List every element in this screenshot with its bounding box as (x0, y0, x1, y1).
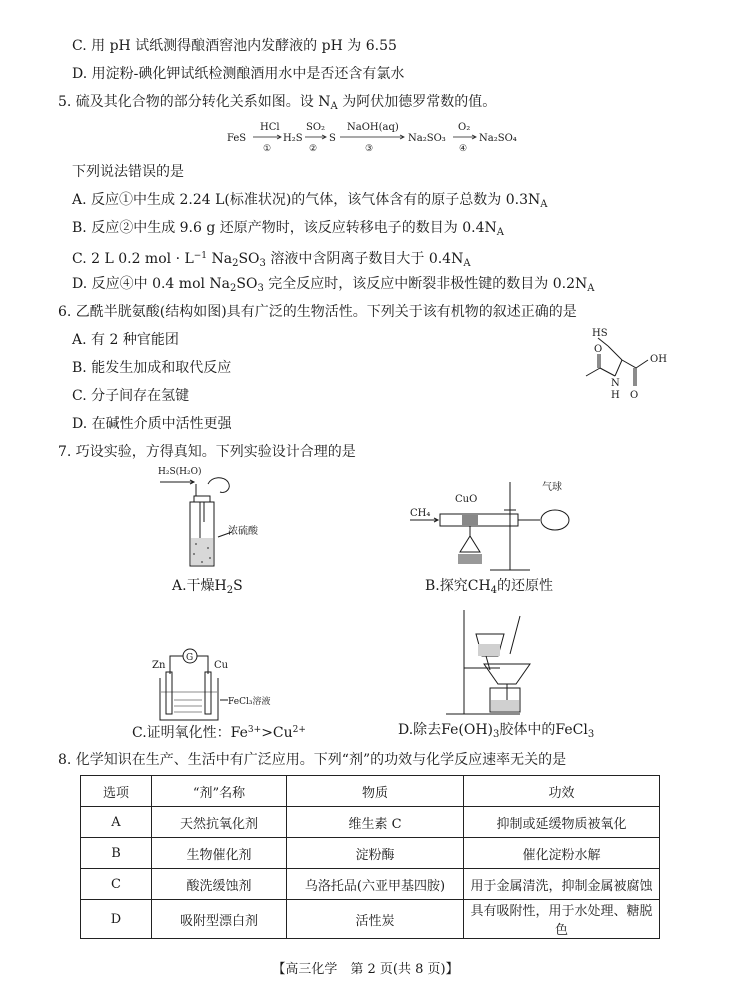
svg-text:H: H (611, 390, 620, 401)
table-row (81, 838, 660, 869)
svg-text:G: G (186, 653, 194, 663)
scheme-so2: SO₂ (306, 122, 326, 133)
svg-text:Zn: Zn (152, 660, 166, 671)
q5-stem: 5. 硫及其化合物的部分转化关系如图。设 $N_A$ 为阿伏加德罗常数的值。 (58, 94, 497, 112)
svg-text:O: O (630, 390, 639, 401)
svg-text:H₂S(H₂O): H₂S(H₂O) (158, 467, 202, 477)
svg-text:FeCl₃溶液: FeCl₃溶液 (228, 697, 271, 707)
table-cell: 用于金属清洗，抑制金属被腐蚀 (464, 869, 660, 900)
svg-text:CH₄: CH₄ (410, 508, 431, 519)
q5-ask: 下列说法错误的是 (72, 164, 184, 180)
q7-stem: 7. 巧设实验，方得真知。下列实验设计合理的是 (58, 444, 356, 460)
table-cell: 抑制或延缓物质被氧化 (464, 807, 660, 838)
q5-option-d: D. 反应④中 0.4 mol $Na_2SO_3$ 完全反应时，该反应中断裂非极性键的数目为 $0.2N_A$ (72, 276, 595, 294)
table-cell: 催化淀粉水解 (464, 838, 660, 869)
svg-text:浓硫酸: 浓硫酸 (228, 526, 258, 537)
table-cell: 具有吸附性，用于水处理、糖脱色 (464, 900, 660, 939)
apparatus-c-galvanic-cell (150, 642, 290, 722)
table-cell: 淀粉酶 (287, 838, 464, 869)
caption-a: A.干燥$H_2S$ (172, 578, 243, 596)
q6-option-d: D. 在碱性介质中活性更强 (72, 416, 232, 432)
scheme-o2: O₂ (458, 122, 471, 133)
apparatus-d-filtration (440, 604, 560, 720)
caption-c: C.证明氧化性：$Fe^{3+}>Cu^{2+}$ (132, 725, 306, 741)
apparatus-b-ch4-reduction (400, 474, 600, 574)
scheme-na2so4: Na₂SO₄ (479, 133, 517, 144)
q6-stem: 6. 乙酰半胱氨酸(结构如图)具有广泛的生物活性。下列关于该有机物的叙述正确的是 (58, 304, 577, 320)
table-cell: B (81, 838, 152, 869)
table-header: 功效 (464, 776, 660, 807)
svg-text:N: N (611, 378, 620, 389)
table-row (81, 900, 660, 939)
q5-option-b: B. 反应②中生成 9.6 g 还原产物时，该反应转移电子的数目为 $0.4N_A$ (72, 220, 504, 238)
table-header: “剂”名称 (152, 776, 287, 807)
apparatus-a-drying-h2s (150, 462, 260, 572)
scheme-hcl: HCl (260, 122, 280, 133)
table-header: 选项 (81, 776, 152, 807)
table-cell: 酸洗缓蚀剂 (152, 869, 287, 900)
table-cell: A (81, 807, 152, 838)
table-row (81, 807, 660, 838)
q6-option-a: A. 有 2 种官能团 (72, 332, 179, 348)
q6-option-b: B. 能发生加成和取代反应 (72, 360, 232, 376)
table-cell: 活性炭 (287, 900, 464, 939)
table-cell: D (81, 900, 152, 939)
page-footer: 【高三化学 第 2 页(共 8 页)】 (272, 962, 459, 977)
svg-text:OH: OH (650, 354, 667, 365)
table-cell: 天然抗氧化剂 (152, 807, 287, 838)
table-cell: 维生素 C (287, 807, 464, 838)
scheme-na2so3: Na₂SO₃ (408, 133, 446, 144)
svg-text:气球: 气球 (542, 482, 562, 493)
caption-d: D.除去$Fe(OH)_3$胶体中的FeCl$_3$ (398, 722, 595, 740)
scheme-fes: FeS (227, 133, 247, 144)
svg-text:O: O (594, 344, 603, 355)
svg-text:④: ④ (459, 144, 468, 154)
svg-text:②: ② (309, 144, 318, 154)
table-cell: C (81, 869, 152, 900)
caption-b: B.探究$CH_4$的还原性 (425, 578, 554, 596)
q5-conversion-scheme (225, 118, 545, 154)
svg-text:HS: HS (592, 328, 608, 339)
svg-text:CuO: CuO (455, 494, 478, 505)
q5-option-a: A. 反应①中生成 2.24 L(标准状况)的气体，该气体含有的原子总数为 $0.3N_A$ (72, 192, 548, 210)
svg-text:③: ③ (365, 144, 374, 154)
q8-stem: 8. 化学知识在生产、生活中有广泛应用。下列“剂”的功效与化学反应速率无关的是 (58, 752, 567, 768)
scheme-s: S (329, 133, 336, 144)
scheme-h2s: H₂S (283, 133, 303, 144)
q6-option-c: C. 分子间存在氢键 (72, 388, 190, 404)
table-header-row (81, 776, 660, 807)
q5-option-c: C. 2 L 0.2 mol · $L^{-1}$ $Na_2SO_3$ 溶液中含阴离子数目大于 $0.4N_A$ (72, 251, 471, 269)
svg-text:①: ① (263, 144, 272, 154)
table-cell: 生物催化剂 (152, 838, 287, 869)
table-cell: 吸附型漂白剂 (152, 900, 287, 939)
q4-option-d: D. 用淀粉-碘化钾试纸检测酿酒用水中是否还含有氯水 (72, 66, 405, 82)
table-cell: 乌洛托品(六亚甲基四胺) (287, 869, 464, 900)
q4-option-c: C. 用 pH 试纸测得酿酒窖池内发酵液的 pH 为 6.55 (72, 38, 397, 54)
acetylcysteine-structure (568, 326, 688, 406)
svg-text:Cu: Cu (214, 660, 229, 671)
q8-table (80, 775, 660, 939)
table-header: 物质 (287, 776, 464, 807)
table-row (81, 869, 660, 900)
scheme-naoh: NaOH(aq) (347, 122, 399, 133)
